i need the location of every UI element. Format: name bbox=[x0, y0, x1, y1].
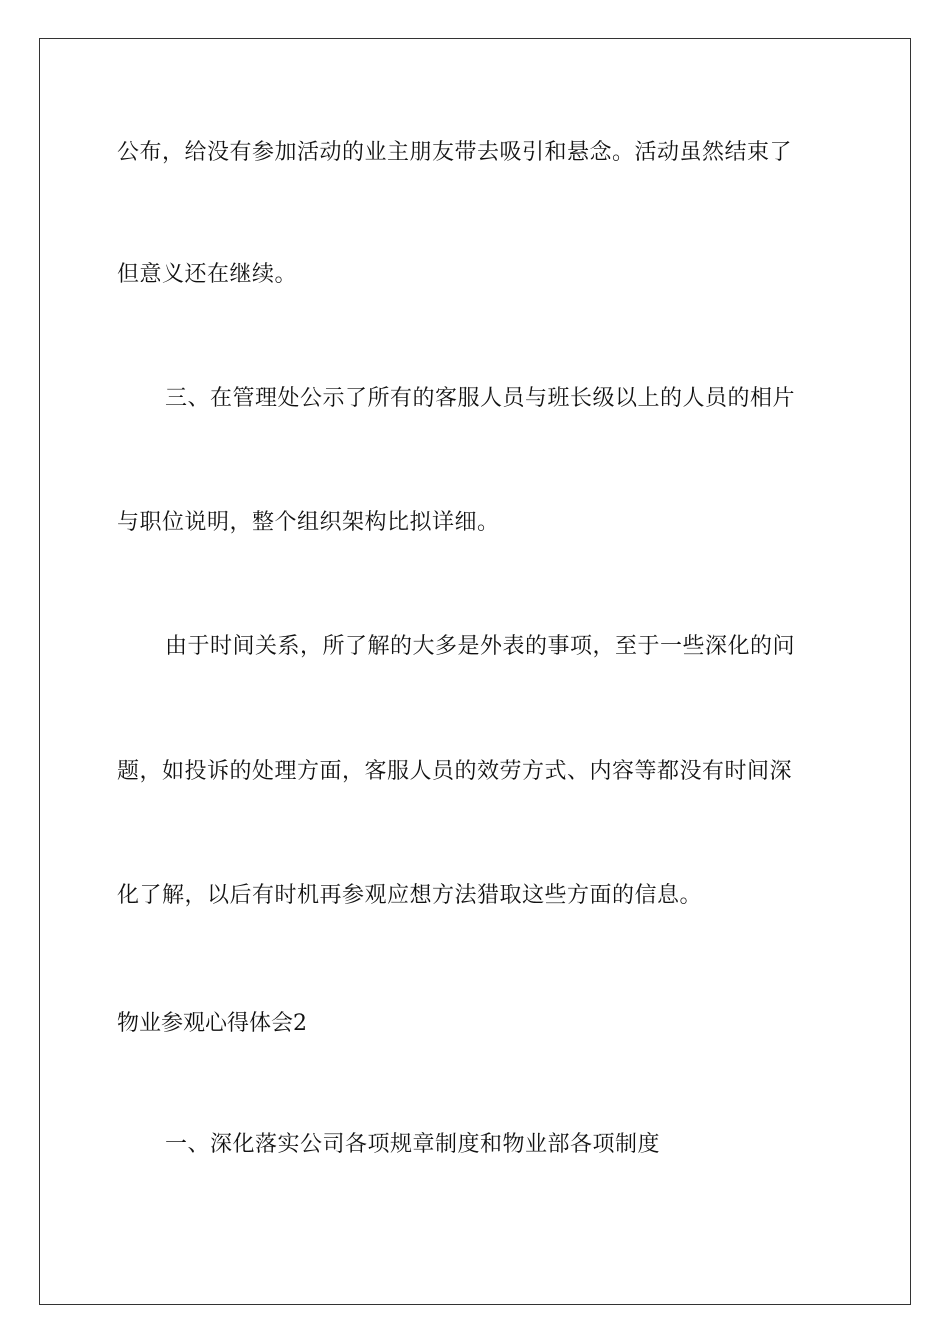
paragraph-line-5: 由于时间关系，所了解的大多是外表的事项，至于一些深化的问 bbox=[165, 634, 796, 659]
section-first-item: 一、深化落实公司各项规章制度和物业部各项制度 bbox=[165, 1132, 661, 1157]
paragraph-line-6: 题，如投诉的处理方面，客服人员的效劳方式、内容等都没有时间深 bbox=[117, 759, 793, 784]
paragraph-line-1: 公布，给没有参加活动的业主朋友带去吸引和悬念。活动虽然结束了 bbox=[117, 140, 793, 165]
paragraph-line-3: 三、在管理处公示了所有的客服人员与班长级以上的人员的相片 bbox=[165, 386, 796, 411]
paragraph-line-4: 与职位说明，整个组织架构比拟详细。 bbox=[117, 510, 500, 535]
paragraph-line-7: 化了解，以后有时机再参观应想方法猎取这些方面的信息。 bbox=[117, 883, 703, 908]
page-frame bbox=[39, 38, 911, 1305]
section-title: 物业参观心得体会2 bbox=[117, 1011, 307, 1036]
paragraph-line-2: 但意义还在继续。 bbox=[117, 262, 298, 287]
